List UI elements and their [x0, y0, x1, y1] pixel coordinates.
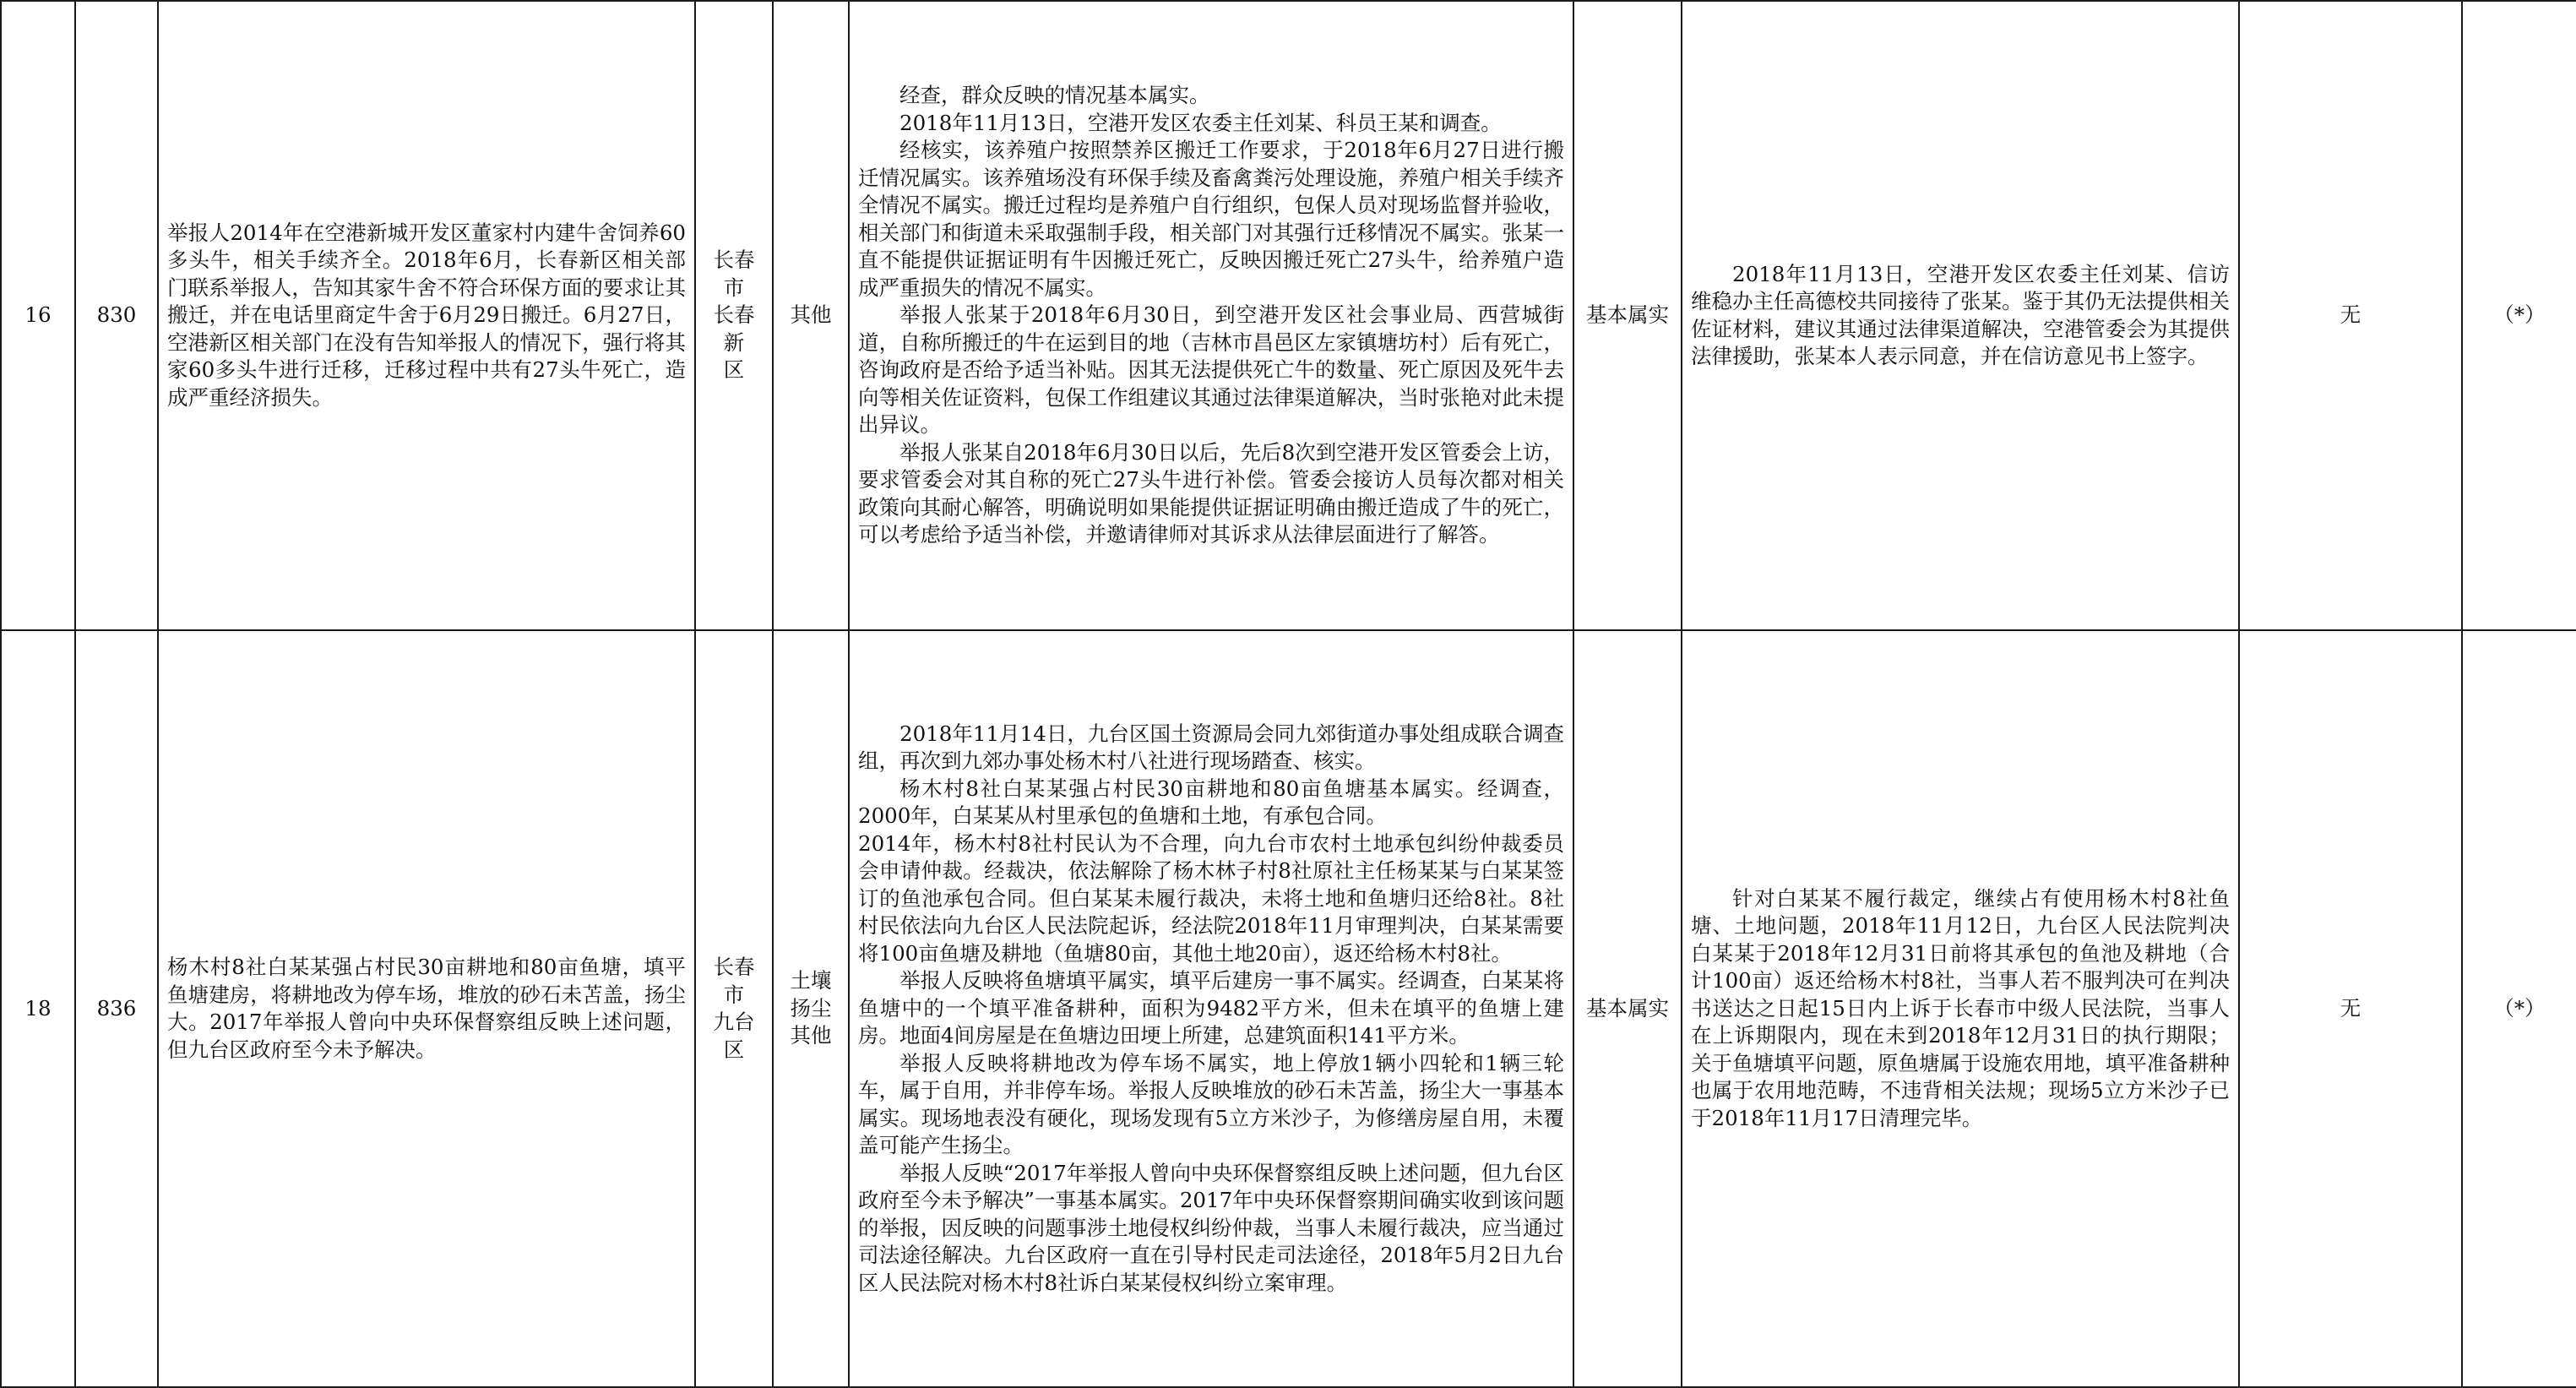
pollution-type-line: 其他: [790, 302, 832, 328]
note-cell: （*）: [2462, 1, 2576, 630]
handling-cell: [1682, 1, 2239, 630]
seq-cell: 16: [1, 1, 75, 630]
seq-cell: 18: [1, 630, 75, 1387]
region-line: 长春市: [713, 955, 755, 1007]
case-number-cell: 830: [75, 1, 158, 630]
case-number-cell: 836: [75, 630, 158, 1387]
accountability-cell: 无: [2239, 1, 2462, 630]
findings-paragraph: 2018年11月14日，九台区国土资源局会同九郊街道办事处组成联合调查组，再次到九郊办事处杨木村八社进行现场踏查、核实。: [858, 721, 1564, 774]
region-line: 九台区: [713, 1010, 755, 1062]
findings-paragraph: 2014年，杨木村8社村民认为不合理，向九台市农村土地承包纠纷仲裁委员会申请仲裁。经裁决，依法解除了杨木林子村8社原社主任杨某某与白某某签订的鱼池承包合同。但白某某未履行裁决，未将土地和鱼塘归还给8社。8社村民依法向九台区人民法院起诉，经法院2018年11月审理判决，白某某需要将100亩鱼塘及耕地（鱼塘80亩，其他土地20亩），返还给杨木村8社。: [858, 830, 1564, 966]
note-cell: （*）: [2462, 630, 2576, 1387]
pollution-type-line: 其他: [790, 1023, 832, 1048]
region-line: 区: [723, 357, 745, 383]
pollution-type-cell: [773, 1, 849, 630]
handling-text: 针对白某某不履行裁定，继续占有使用杨木村8社鱼塘、土地问题，2018年11月12日，九台区人民法院判决白某某于2018年12月31日前将其承包的鱼池及耕地（合计100亩）返还给杨木村8社，当事人若不服判决可在判决书送达之日起15日内上诉于长春市中级人民法院，当事人在上诉期限内，现在未到2018年12月31日的执行期限；关于鱼塘填平问题，原鱼塘属于设施农用地，填平准备耕种也属于农用地范畴，不违背相关法规；现场5立方米沙子已于2018年11月17日清理完毕。: [1691, 885, 2230, 1130]
table-row: [1, 630, 2576, 1387]
findings-paragraph: 杨木村8社白某某强占村民30亩耕地和80亩鱼塘基本属实。经调查，2000年，白某某从村里承包的鱼塘和土地，有承包合同。: [858, 776, 1564, 829]
table-row: [1, 1, 2576, 630]
findings-paragraph: 经核实，该养殖户按照禁养区搬迁工作要求，于2018年6月27日进行搬迁情况属实。该养殖场没有环保手续及畜禽粪污处理设施，养殖户相关手续齐全情况不属实。搬迁过程均是养殖户自行组织，包保人员对现场监督并验收，相关部门和街道未采取强制手段，相关部门对其强行迁移情况不属实。张某一直不能提供证据证明有牛因搬迁死亡，反映因搬迁死亡27头牛，给养殖户造成严重损失的情况不属实。: [858, 138, 1564, 300]
findings-paragraph: 举报人反映将鱼塘填平属实，填平后建房一事不属实。经调查，白某某将鱼塘中的一个填平准备耕种，面积为9482平方米，但未在填平的鱼塘上建房。地面4间房屋是在鱼塘边田埂上所建，总建筑面积141平方米。: [858, 968, 1564, 1048]
verdict-cell: 基本属实: [1573, 1, 1682, 630]
findings-paragraph: 经查，群众反映的情况基本属实。: [899, 83, 1210, 108]
handling-cell: [1682, 630, 2239, 1387]
findings-cell: [849, 1, 1573, 630]
complaint-text: 杨木村8社白某某强占村民30亩耕地和80亩鱼塘，填平鱼塘建房，将耕地改为停车场，堆放的砂石未苫盖，扬尘大。2017年举报人曾向中央环保督察组反映上述问题，但九台区政府至今未予解决。: [167, 955, 686, 1062]
region-line: 长春市: [713, 248, 755, 300]
pollution-type-line: 扬尘: [790, 995, 832, 1021]
pollution-type-line: 土壤: [790, 968, 832, 993]
complaint-cell: [158, 1, 695, 630]
findings-paragraph: 举报人反映将耕地改为停车场不属实，地上停放1辆小四轮和1辆三轮车，属于自用，并非停车场。举报人反映堆放的砂石未苫盖，扬尘大一事基本属实。现场地表没有硬化，现场发现有5立方米沙子，为修缮房屋自用，未覆盖可能产生扬尘。: [858, 1050, 1564, 1158]
findings-cell: [849, 630, 1573, 1387]
findings-paragraph: 2018年11月13日，空港开发区农委主任刘某、科员王某和调查。: [899, 110, 1502, 135]
region-cell: [695, 1, 773, 630]
region-cell: [695, 630, 773, 1387]
findings-paragraph: 举报人反映“2017年举报人曾向中央环保督察组反映上述问题，但九台区政府至今未予解决”一事基本属实。2017年中央环保督察期间确实收到该问题的举报，因反映的问题事涉土地侵权纠纷仲裁，当事人未履行裁决，应当通过司法途径解决。九台区政府一直在引导村民走司法途径，2018年5月2日九台区人民法院对杨木村8社诉白某某侵权纠纷立案审理。: [858, 1160, 1564, 1295]
handling-text: 2018年11月13日，空港开发区农委主任刘某、信访维稳办主任高德校共同接待了张某。鉴于其仍无法提供相关佐证材料，建议其通过法律渠道解决，空港管委会为其提供法律援助，张某本人表示同意，并在信访意见书上签字。: [1691, 261, 2230, 368]
findings-paragraph: 举报人张某于2018年6月30日，到空港开发区社会事业局、西营城街道，自称所搬迁的牛在运到目的地（吉林市昌邑区左家镇塘坊村）后有死亡，咨询政府是否给予适当补贴。因其无法提供死亡牛的数量、死亡原因及死牛去向等相关佐证资料，包保工作组建议其通过法律渠道解决，当时张艳对此未提出异议。: [858, 302, 1564, 438]
complaint-cell: [158, 630, 695, 1387]
findings-paragraph: 举报人张某自2018年6月30日以后，先后8次到空港开发区管委会上访，要求管委会对其自称的死亡27头牛进行补偿。管委会接访人员每次都对相关政策向其耐心解答，明确说明如果能提供证据证明确由搬迁造成了牛的死亡，可以考虑给予适当补偿，并邀请律师对其诉求从法律层面进行了解答。: [858, 439, 1564, 547]
verdict-cell: 基本属实: [1573, 630, 1682, 1387]
region-line: 长春新: [713, 302, 755, 355]
accountability-cell: 无: [2239, 630, 2462, 1387]
complaint-text: 举报人2014年在空港新城开发区董家村内建牛舍饲养60多头牛，相关手续齐全。2018年6月，长春新区相关部门联系举报人，告知其家牛舍不符合环保方面的要求让其搬迁，并在电话里商定牛舍于6月29日搬迁。6月27日，空港新区相关部门在没有告知举报人的情况下，强行将其家60多头牛进行迁移，迁移过程中共有27头牛死亡，造成严重经济损失。: [167, 220, 686, 410]
pollution-type-cell: [773, 630, 849, 1387]
